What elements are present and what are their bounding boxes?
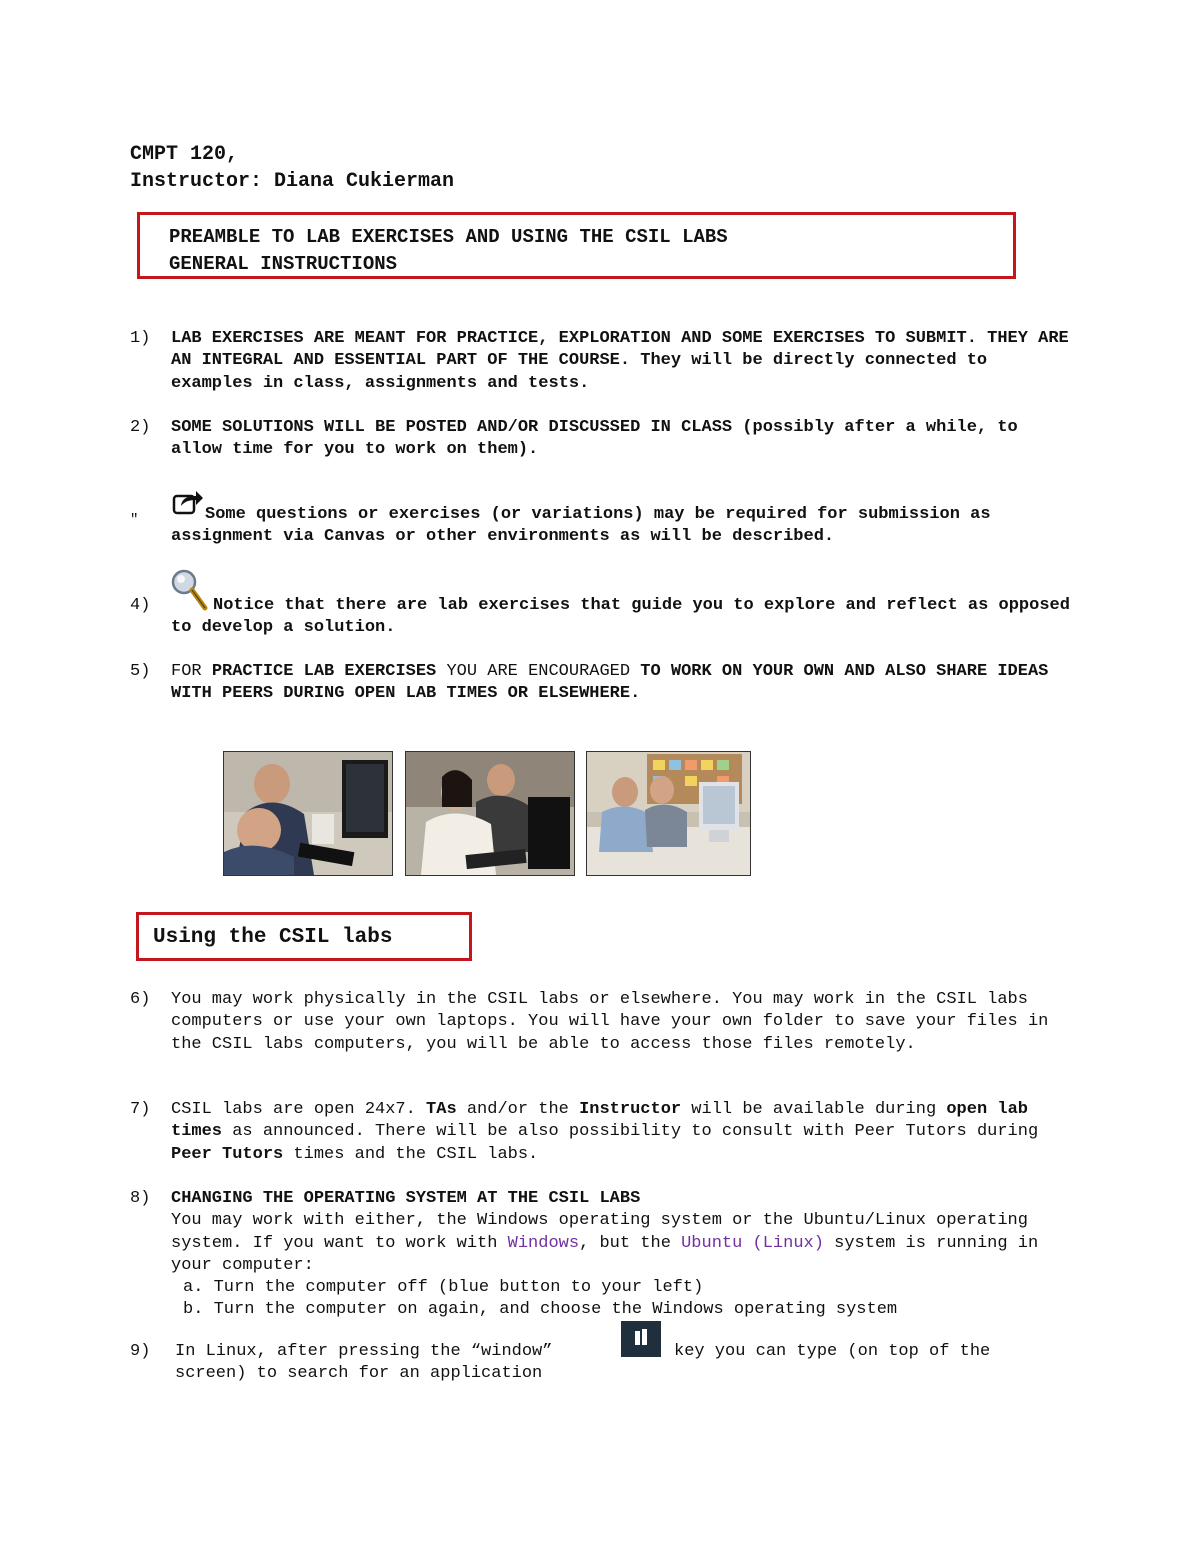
item-7-text bbox=[171, 1099, 1071, 1166]
lab-photo-1 bbox=[223, 751, 393, 876]
item-5-part3: YOU ARE ENCOURAGED bbox=[436, 662, 641, 681]
item-5-number: 5) bbox=[130, 662, 151, 681]
item-2-bold: SOME SOLUTIONS WILL BE POSTED AND/OR DISCUSSED IN CLASS bbox=[171, 418, 733, 437]
item-8-number: 8) bbox=[130, 1189, 151, 1208]
item-9-part3: screen) to search for an application bbox=[175, 1364, 543, 1383]
item-5-part4: TO WORK ON YOUR OWN AND ALSO SHARE IDEAS WITH PEERS DURING OPEN LAB TIMES OR ELSEWHERE. bbox=[171, 662, 1049, 704]
item-7-peer-tutors: Peer Tutors bbox=[171, 1144, 284, 1164]
item-9-part1: In Linux, after pressing the “window” bbox=[175, 1342, 553, 1361]
item-7-part7: as announced. There will be also possibility to consult with Peer Tutors during bbox=[222, 1122, 1039, 1142]
item-7-open-lab-times: open lab times bbox=[171, 1100, 1028, 1142]
item-7-part3: and/or the bbox=[456, 1100, 580, 1119]
item-2-text bbox=[171, 417, 1071, 462]
preamble-line1: PREAMBLE TO LAB EXERCISES AND USING THE CSIL LABS bbox=[169, 226, 728, 248]
item-3-text: Some questions or exercises (or variations) may be required for submission as assignment via Canvas or other environments as will be described. bbox=[171, 505, 991, 547]
item-8-part2: , but the bbox=[579, 1233, 682, 1253]
item-2-rest: (possibly after a while, to allow time for you to work on them). bbox=[171, 418, 1018, 460]
windows-link[interactable]: Windows bbox=[507, 1233, 580, 1253]
item-7-part9: times and the CSIL labs. bbox=[283, 1144, 539, 1164]
item-7-instructor: Instructor bbox=[579, 1100, 682, 1119]
item-5-part1: FOR bbox=[171, 662, 212, 681]
item-3-number: " bbox=[130, 512, 139, 528]
instructor-name: Instructor: Diana Cukierman bbox=[130, 170, 455, 193]
course-title: CMPT 120, bbox=[130, 143, 239, 166]
item-4-number: 4) bbox=[130, 596, 151, 615]
item-8-part1: You may work with either, the Windows operating system or the Ubuntu/Linux operating system. If you want to work with bbox=[171, 1211, 1028, 1253]
item-9-number: 9) bbox=[130, 1342, 151, 1361]
csil-section-title: Using the CSIL labs bbox=[153, 926, 393, 949]
item-8-text bbox=[171, 1188, 1071, 1322]
item-6-text: You may work physically in the CSIL labs or elsewhere. You may work in the CSIL labs computers or use your own laptops. You will have your own folder to save your files in the CSIL labs computers, you will be able to access those files remotely. bbox=[171, 990, 1049, 1054]
item-9-part2: key you can type (on top of the bbox=[674, 1342, 991, 1361]
item-8-part3: system is running in your computer: bbox=[171, 1233, 1039, 1275]
item-4-text: Notice that there are lab exercises that guide you to explore and reflect as opposed to develop a solution. bbox=[171, 596, 1070, 638]
lab-photo-2 bbox=[405, 751, 575, 876]
item-8-step-b: b. Turn the computer on again, and choose the Windows operating system bbox=[183, 1300, 898, 1320]
item-7-number: 7) bbox=[130, 1100, 151, 1119]
item-8-heading: CHANGING THE OPERATING SYSTEM AT THE CSIL LABS bbox=[171, 1189, 641, 1208]
item-8-body bbox=[171, 1210, 1071, 1277]
item-5-part2: PRACTICE LAB EXERCISES bbox=[211, 662, 437, 681]
preamble-line2: GENERAL INSTRUCTIONS bbox=[169, 253, 398, 275]
ubuntu-linux-link[interactable]: Ubuntu (Linux) bbox=[681, 1233, 824, 1253]
item-1-number: 1) bbox=[130, 329, 151, 348]
lab-photo-3 bbox=[586, 751, 751, 876]
item-5-text bbox=[171, 661, 1071, 706]
windows-key-icon bbox=[621, 1321, 661, 1357]
item-1-text: LAB EXERCISES ARE MEANT FOR PRACTICE, EXPLORATION AND SOME EXERCISES TO SUBMIT. THEY ARE AN INTEGRAL AND ESSENTIAL PART OF THE COURSE. They will be directly connected to examples in class, assignments and tests. bbox=[171, 329, 1069, 393]
item-6-number: 6) bbox=[130, 990, 151, 1009]
item-7-part1: CSIL labs are open 24x7. bbox=[171, 1100, 427, 1119]
item-8-step-a: a. Turn the computer off (blue button to your left) bbox=[183, 1278, 704, 1298]
item-7-part5: will be available during bbox=[681, 1100, 947, 1119]
item-7-tas: TAs bbox=[426, 1100, 457, 1119]
preamble-box bbox=[137, 212, 1016, 279]
csil-section-box bbox=[136, 912, 472, 961]
item-2-number: 2) bbox=[130, 418, 151, 437]
